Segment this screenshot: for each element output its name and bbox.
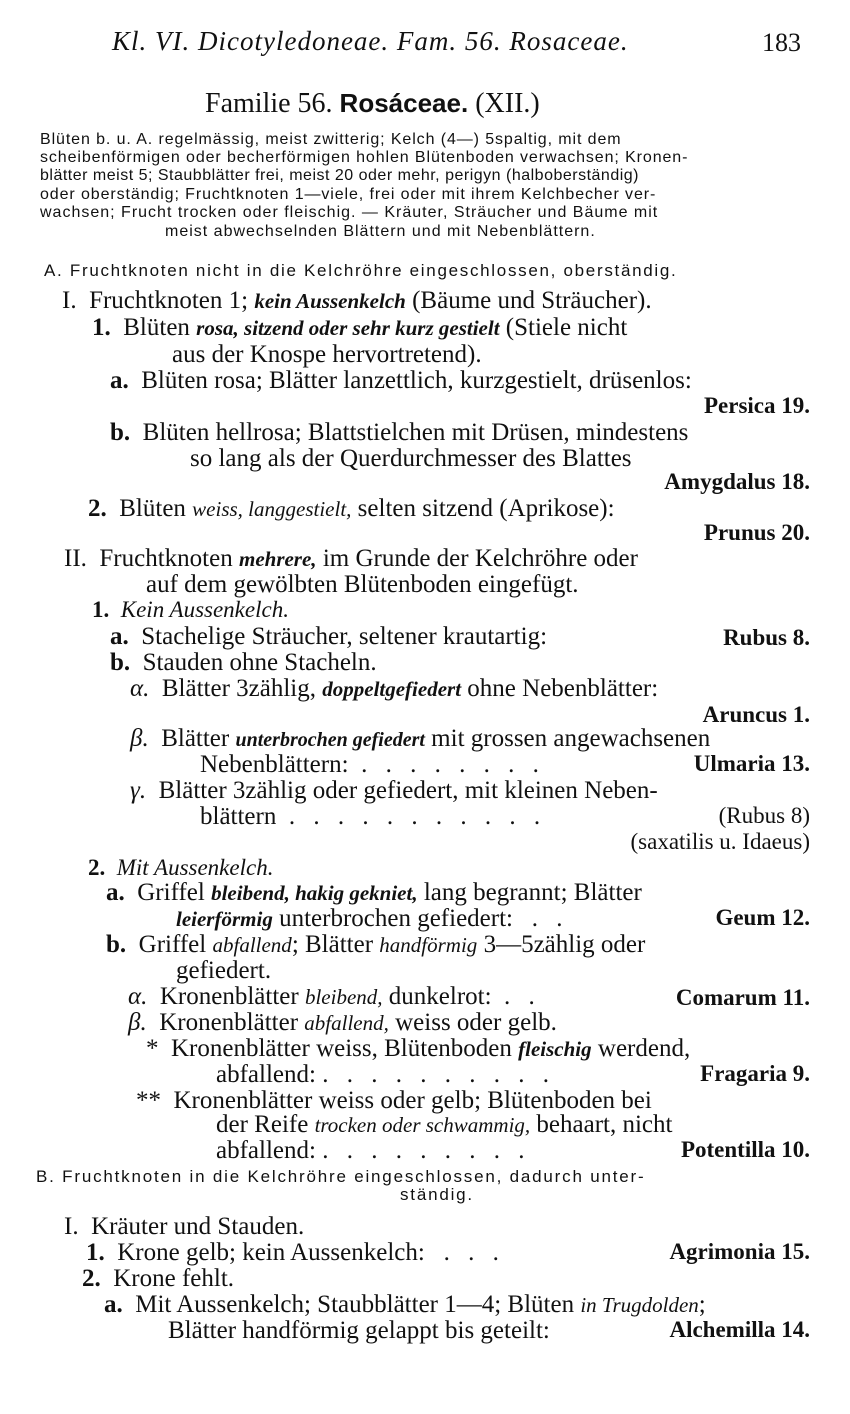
key-II-2-a: a. Griffel bleibend, hakig gekniet, lang begrannt; Blätter	[106, 879, 642, 906]
page-number: 183	[762, 28, 801, 57]
key-I-2: 2. Blüten weiss, langgestielt, selten sitzend (Aprikose):	[88, 495, 615, 522]
key-II-2-a-cont: leierförmig unterbrochen gefiedert: . .	[176, 905, 569, 932]
key-star-2-cont: der Reife trocken oder schwammig, behaart, nicht	[216, 1111, 673, 1138]
section-a-heading: A. Fruchtknoten nicht in die Kelchröhre eingeschlossen, oberständig.	[44, 261, 678, 280]
genus-geum: Geum 12.	[715, 905, 810, 930]
section-b-heading-cont: ständig.	[400, 1185, 474, 1204]
key-beta-1: β. Blätter unterbrochen gefiedert mit grossen angewachsenen	[130, 725, 711, 752]
key-II-2: 2. Mit Aussenkelch.	[88, 855, 274, 880]
key-I: I. Fruchtknoten 1; kein Aussenkelch (Bäume und Sträucher).	[62, 287, 652, 314]
key-B-I-1: 1. Krone gelb; kein Aussenkelch: . . .	[86, 1239, 505, 1266]
key-I-1-cont: aus der Knospe hervortretend).	[172, 341, 482, 368]
section-b-heading: B. Fruchtknoten in die Kelchröhre eingeschlossen, dadurch unter-	[36, 1167, 646, 1186]
key-star-2: ** Kronenblätter weiss oder gelb; Blütenboden bei	[136, 1087, 652, 1114]
genus-prunus: Prunus 20.	[703, 520, 810, 545]
family-title	[205, 90, 540, 118]
genus-fragaria: Fragaria 9.	[700, 1061, 810, 1086]
genus-rubus: Rubus 8.	[723, 625, 810, 650]
key-II-1-a: a. Stachelige Sträucher, seltener krautartig:	[110, 623, 548, 650]
key-I-1-a: a. Blüten rosa; Blätter lanzettlich, kurzgestielt, drüsenlos:	[110, 367, 692, 394]
key-II: II. Fruchtknoten mehrere, im Grunde der Kelchröhre oder	[64, 545, 638, 572]
key-alpha-2: α. Kronenblätter bleibend, dunkelrot: . .	[128, 983, 541, 1010]
family-class: (XII.)	[475, 88, 540, 119]
genus-agrimonia: Agrimonia 15.	[669, 1239, 810, 1264]
key-gamma-1: γ. Blätter 3zählig oder gefiedert, mit kleinen Neben-	[130, 777, 658, 804]
reference-rubus-species: (saxatilis u. Idaeus)	[630, 829, 810, 854]
key-II-2-b: b. Griffel abfallend; Blätter handförmig 3—5zählig oder	[106, 931, 646, 958]
genus-persica: Persica 19.	[703, 393, 810, 418]
running-header: Kl. VI. Dicotyledoneae. Fam. 56. Rosaceae.	[112, 26, 629, 56]
description-line: oder oberständig; Fruchtknoten 1—viele, frei oder mit ihrem Kelchbecher ver-	[40, 186, 657, 203]
family-name: Rosáceae.	[339, 88, 469, 118]
family-number: Familie 56.	[205, 88, 333, 119]
key-star-2-cont2: abfallend: . . . . . . . . .	[216, 1137, 531, 1164]
reference-rubus: (Rubus 8)	[718, 803, 810, 828]
key-B-I-2-a-cont: Blätter handförmig gelappt bis geteilt:	[168, 1317, 550, 1344]
key-star-1-cont: abfallend: . . . . . . . . . .	[216, 1061, 555, 1088]
genus-comarum: Comarum 11.	[675, 985, 810, 1010]
description-line: Blüten b. u. A. regelmässig, meist zwitterig; Kelch (4—) 5spaltig, mit dem	[40, 131, 622, 148]
key-B-I: I. Kräuter und Stauden.	[64, 1213, 305, 1240]
key-II-1: 1. Kein Aussenkelch.	[92, 597, 289, 622]
key-II-1-b: b. Stauden ohne Stacheln.	[110, 649, 377, 676]
description-line: meist abwechselnden Blättern und mit Nebenblättern.	[165, 223, 596, 240]
description-line: scheibenförmigen oder becherförmigen hohlen Blütenboden verwachsen; Kronen-	[40, 149, 689, 166]
key-I-1: 1. Blüten rosa, sitzend oder sehr kurz gestielt (Stiele nicht	[92, 314, 628, 341]
genus-potentilla: Potentilla 10.	[680, 1137, 810, 1162]
description-line: wachsen; Frucht trocken oder fleischig. — Kräuter, Sträucher und Bäume mit	[40, 204, 659, 221]
description-line: blätter meist 5; Staubblätter frei, meist 20 oder mehr, perigyn (halboberständig)	[40, 167, 640, 184]
key-II-cont: auf dem gewölbten Blütenboden eingefügt.	[146, 571, 579, 598]
genus-aruncus: Aruncus 1.	[702, 702, 810, 727]
key-B-I-2: 2. Krone fehlt.	[82, 1265, 235, 1292]
key-alpha-1: α. Blätter 3zählig, doppeltgefiedert ohne Nebenblätter:	[130, 675, 659, 702]
key-star-1: * Kronenblätter weiss, Blütenboden fleischig werdend,	[146, 1035, 691, 1062]
genus-amygdalus: Amygdalus 18.	[664, 469, 810, 494]
key-beta-2: β. Kronenblätter abfallend, weiss oder gelb.	[128, 1009, 557, 1036]
key-beta-1-cont: Nebenblättern: . . . . . . . .	[200, 751, 545, 778]
genus-alchemilla: Alchemilla 14.	[669, 1317, 810, 1342]
key-gamma-1-cont: blättern . . . . . . . . . . .	[200, 803, 547, 830]
key-B-I-2-a: a. Mit Aussenkelch; Staubblätter 1—4; Blüten in Trugdolden;	[104, 1291, 706, 1318]
key-I-1-b-cont: so lang als der Querdurchmesser des Blattes	[190, 445, 632, 472]
key-II-2-b-cont: gefiedert.	[176, 957, 272, 984]
genus-ulmaria: Ulmaria 13.	[693, 751, 810, 776]
key-I-1-b: b. Blüten hellrosa; Blattstielchen mit Drüsen, mindestens	[110, 419, 689, 446]
